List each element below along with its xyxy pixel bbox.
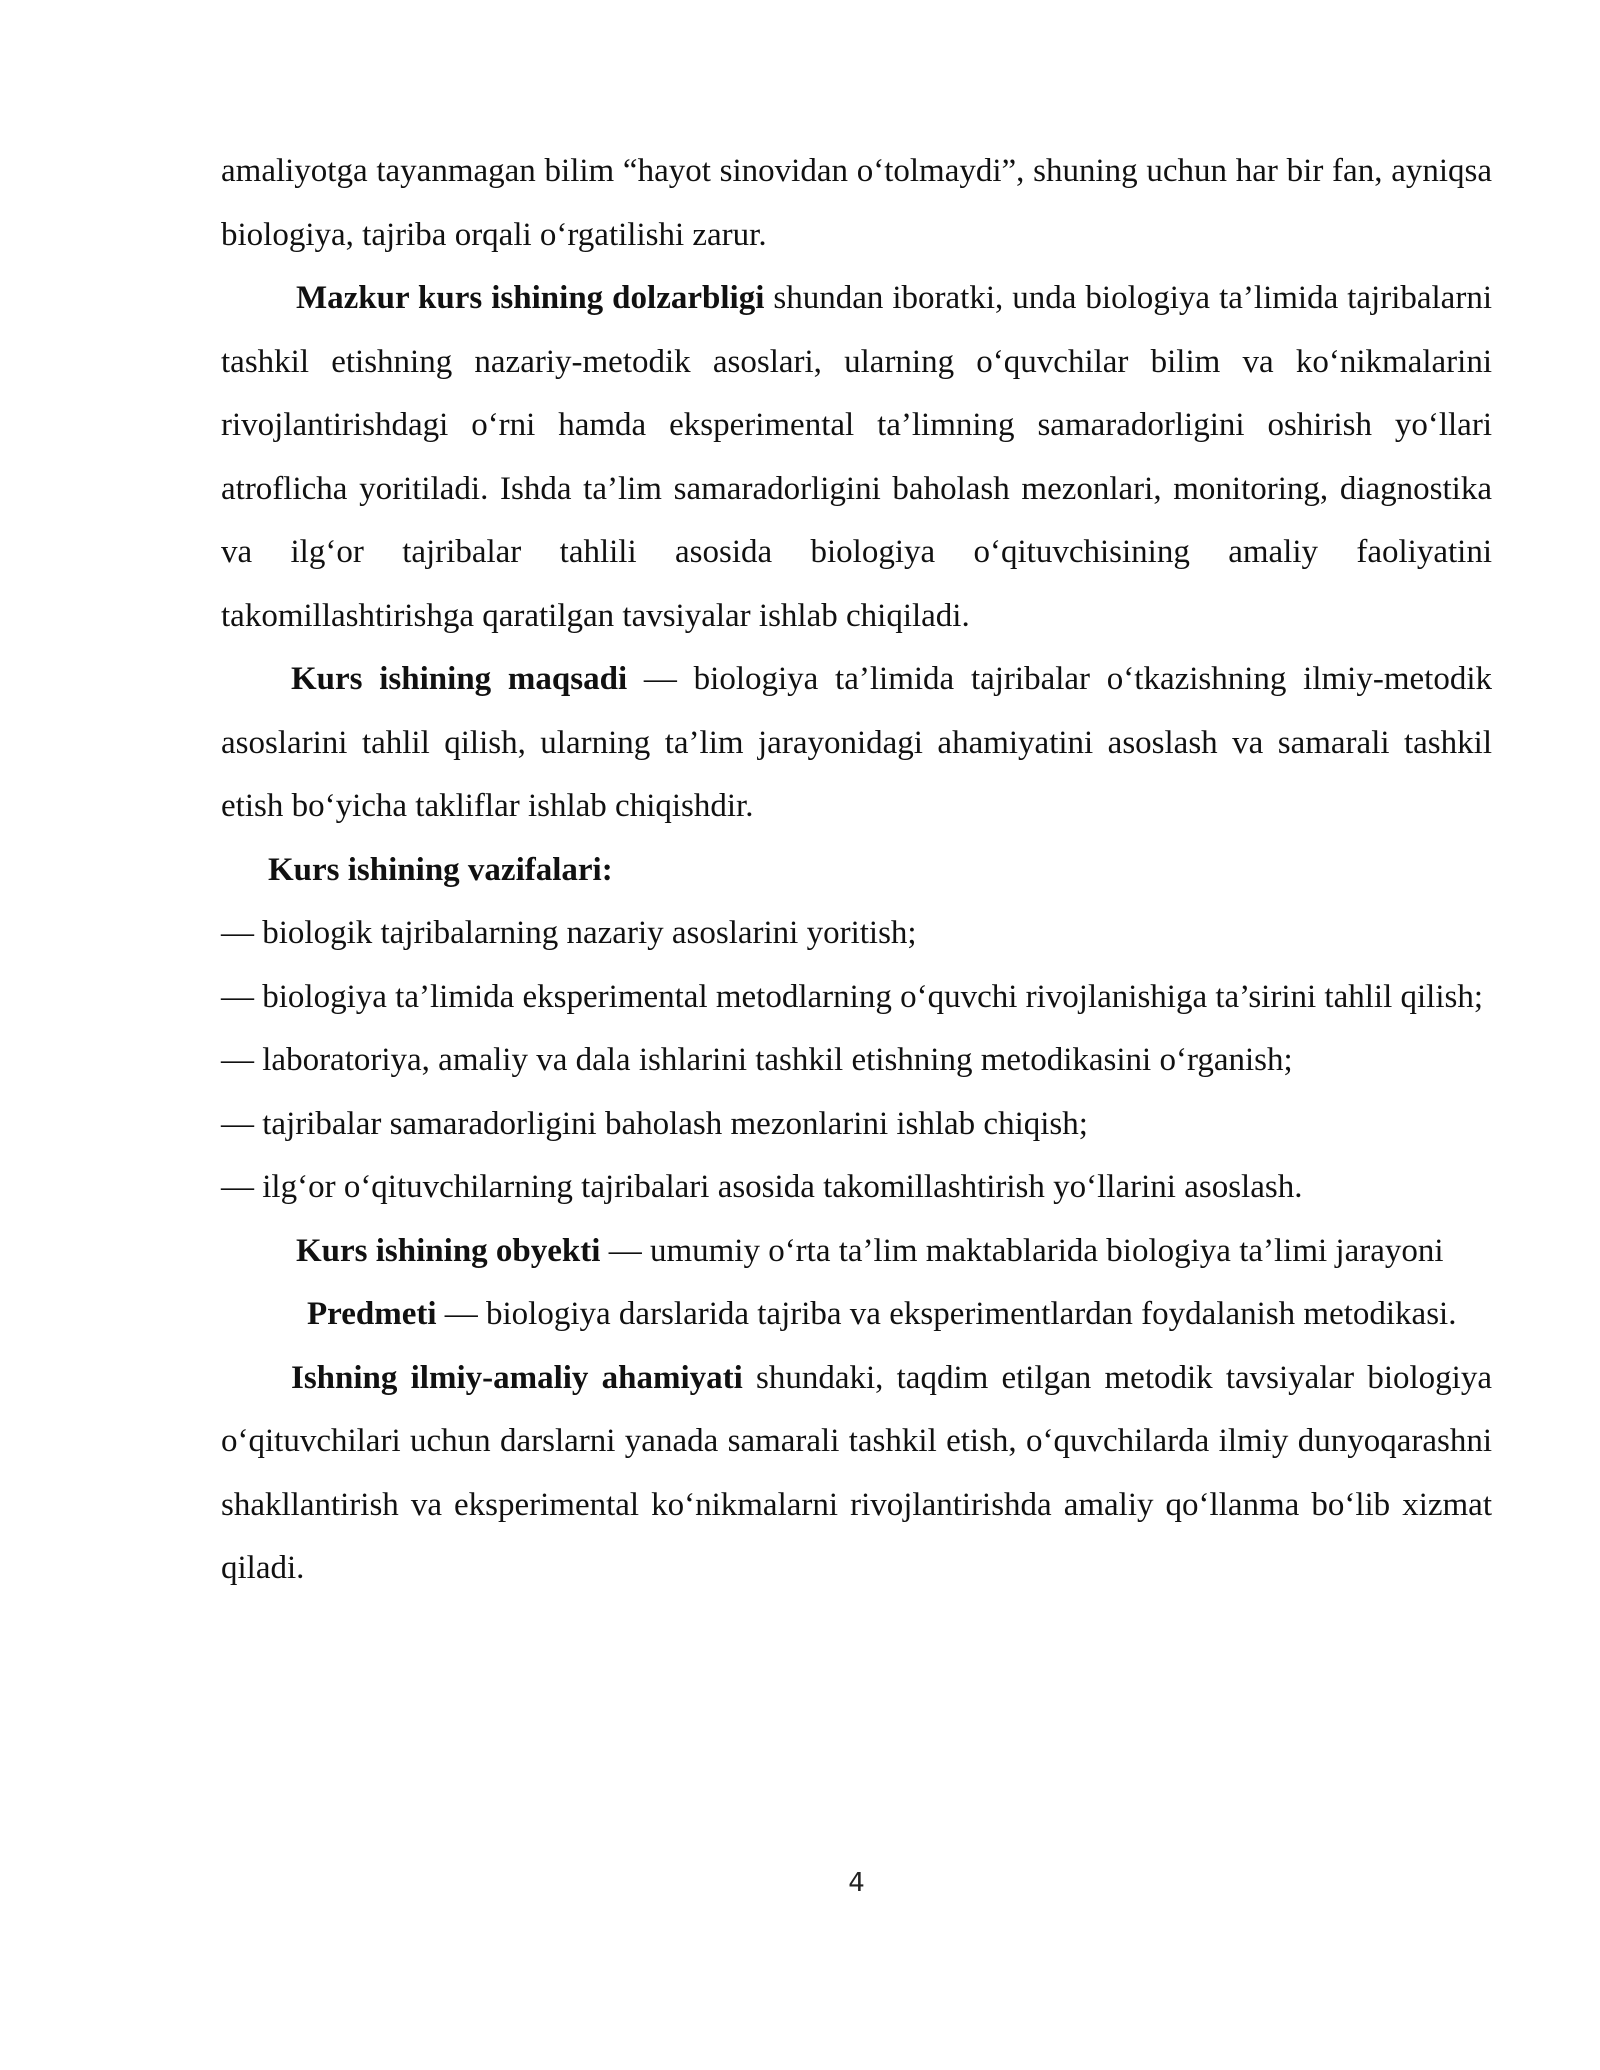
relevance-heading: Mazkur kurs ishining dolzarbligi xyxy=(296,280,765,316)
task-item-2: — biologiya ta’limida eksperimental metodlarning o‘quvchi rivojlanishiga ta’sirini tahlil qilish; xyxy=(221,978,1484,1015)
goal-text: — biologiya ta’limida tajribalar o‘tkazishning ilmiy-metodik asoslarini tahlil qilish, ularning ta’lim jarayonidagi ahamiyatini asoslash va samarali tashkil etish bo‘yicha takliflar ishlab chiqishdir. xyxy=(221,661,1492,824)
task-item-3: — laboratoriya, amaliy va dala ishlarini tashkil etishning metodikasini o‘rganish; xyxy=(221,1042,1293,1078)
goal-heading: Kurs ishining maqsadi xyxy=(291,661,628,697)
tasks-heading: Kurs ishining vazifalari: xyxy=(268,851,613,888)
paragraph-goal xyxy=(221,648,1492,839)
paragraph-intro-continuation: amaliyotga tayanmagan bilim “hayot sinovidan o‘tolmaydi”, shuning uchun har bir fan, ayniqsa biologiya, tajriba orqali o‘rgatilishi zarur. xyxy=(221,153,1492,253)
paragraph-object xyxy=(221,1220,1492,1284)
paragraph-relevance xyxy=(221,267,1492,648)
task-item-5: — ilg‘or o‘qituvchilarning tajribalari asosida takomillashtirish yo‘llarini asoslash. xyxy=(221,1169,1303,1205)
significance-text: shundaki, taqdim etilgan metodik tavsiyalar biologiya o‘qituvchilari uchun darslarni yanada samarali tashkil etish, o‘quvchilarda ilmiy dunyoqarashni shakllantirish va eksperimental ko‘nikmalarni rivojlantirishda amaliy qo‘llanma bo‘lib xizmat qiladi. xyxy=(221,1359,1492,1586)
document-body xyxy=(221,140,1492,1601)
object-text: — umumiy o‘rta ta’lim maktablarida biologiya ta’limi jarayoni xyxy=(600,1232,1444,1269)
significance-heading: Ishning ilmiy-amaliy ahamiyati xyxy=(291,1359,743,1396)
relevance-text: shundan iboratki, unda biologiya ta’limida tajribalarni tashkil etishning nazariy-metodik asoslari, ularning o‘quvchilar bilim va ko‘nikmalarini rivojlantirishdagi o‘rni hamda eksperimental ta’limning samaradorligini oshirish yo‘llari atroflicha yoritiladi. Ishda ta’lim samaradorligini baholash mezonlari, monitoring, diagnostika va ilg‘or tajribalar tahlili asosida biologiya o‘qituvchisining amaliy faoliyatini takomillashtirishga qaratilgan tavsiyalar ishlab chiqiladi. xyxy=(221,280,1492,634)
task-item-1: — biologik tajribalarning nazariy asoslarini yoritish; xyxy=(221,915,917,951)
object-heading: Kurs ishining obyekti xyxy=(296,1232,601,1269)
task-item-4: — tajribalar samaradorligini baholash mezonlarini ishlab chiqish; xyxy=(221,1105,1088,1142)
paragraph-subject xyxy=(221,1283,1492,1347)
paragraph-tasks-heading xyxy=(221,839,1492,903)
subject-text: — biologiya darslarida tajriba va eksperimentlardan foydalanish metodikasi. xyxy=(436,1296,1457,1332)
subject-heading: Predmeti xyxy=(307,1296,437,1332)
paragraph-significance xyxy=(221,1347,1492,1601)
page-number: 4 xyxy=(848,1868,865,1898)
